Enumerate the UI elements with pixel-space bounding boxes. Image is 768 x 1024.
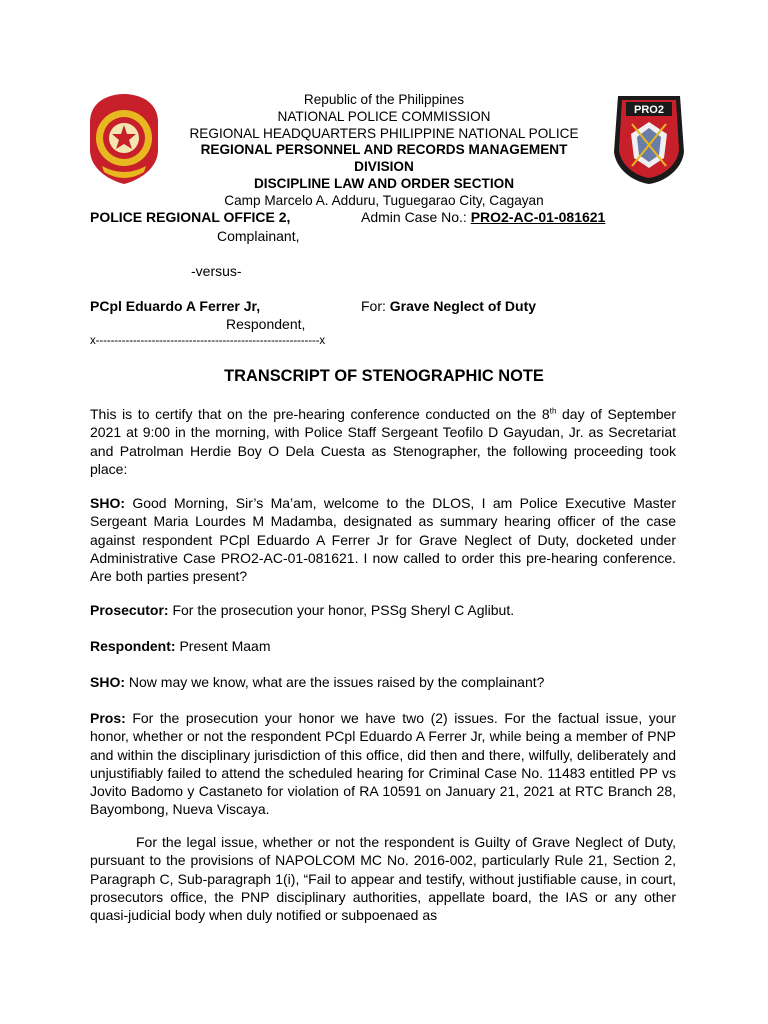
letterhead-napolcom: NATIONAL POLICE COMMISSION	[277, 108, 491, 124]
exchange-sho-opening	[90, 494, 676, 585]
document-title: TRANSCRIPT OF STENOGRAPHIC NOTE	[224, 367, 544, 385]
letterhead-section: DISCIPLINE LAW AND ORDER SECTION	[253, 175, 515, 191]
exchange-pros-factual-issue	[90, 709, 676, 819]
speaker-label: Pros:	[90, 710, 126, 726]
speech-text: For the prosecution your honor we have two (2) issues. For the factual issue, your honor, whether or not the respondent PCpl Eduardo A Ferrer Jr, while being a member of PNP and within the disciplinary jurisdiction of this office, did then and there, wilfully, deliberately and unjustifiably failed to attend the scheduled hearing for Criminal Case No. 11483 entitled PP vs Jovito Badomo y Castaneto for violation of RA 10591 on January 21, 2021 at RTC Branch 28, Bayombong, Nueva Viscaya.	[90, 710, 676, 818]
respondent-name: PCpl Eduardo A Ferrer Jr,	[90, 298, 261, 314]
legal-issue-paragraph: For the legal issue, whether or not the respondent is Guilty of Grave Neglect of Duty, pursuant to the provisions of NAPOLCOM MC No. 2016-002, particularly Rule 21, Section 2, Paragraph C, Sub-paragraph 1(i), “Fail to appear and testify, without justifiable cause, in court, prosecutors office, the PNP disciplinary authorities, appellate board, the IAS or any other quasi-judicial body when duly notified or subpoenaed as	[90, 834, 676, 924]
intro-text-start: This is to certify that on the pre-hearing conference conducted on the 8	[90, 406, 550, 422]
offense-label: For:	[361, 298, 386, 314]
letterhead-regional-hq: REGIONAL HEADQUARTERS PHILIPPINE NATIONAL POLICE	[189, 125, 579, 141]
admin-case-number: PRO2-AC-01-081621	[470, 209, 606, 225]
admin-case-row	[361, 209, 605, 226]
offense-row	[361, 298, 536, 315]
pnp-seal-logo	[88, 92, 160, 186]
speech-text: Now may we know, what are the issues raised by the complainant?	[125, 674, 545, 690]
exchange-respondent	[90, 637, 676, 655]
speech-text: Present Maam	[175, 638, 271, 654]
letterhead	[170, 92, 598, 210]
complainant-role: Complainant,	[217, 228, 300, 244]
offense-name: Grave Neglect of Duty	[389, 298, 537, 314]
pro2-seal-logo	[612, 92, 686, 186]
intro-text-end: day of September 2021 at 9:00 in the morning, with Police Staff Sergeant Teofilo D Gayudan, Jr. as Secretariat and Patrolman Herdie Boy O Dela Cuesta as Stenographer, the following proceeding took place:	[90, 406, 676, 477]
speaker-label: SHO:	[90, 495, 125, 511]
speaker-label: Respondent:	[90, 638, 176, 654]
versus-label: -versus-	[191, 263, 242, 279]
intro-ordinal-suffix: th	[549, 406, 557, 416]
caption-separator: x------------------------------------------------------------x	[90, 335, 326, 347]
exchange-prosecutor	[90, 601, 676, 619]
speaker-label: Prosecutor:	[90, 602, 169, 618]
speech-text: For the prosecution your honor, PSSg Sheryl C Aglibut.	[168, 602, 515, 618]
letterhead-republic: Republic of the Philippines	[303, 92, 465, 107]
complainant-name: POLICE REGIONAL OFFICE 2,	[90, 209, 291, 225]
pro2-seal-text: PRO2	[634, 104, 664, 116]
intro-paragraph	[90, 405, 676, 478]
respondent-role: Respondent,	[226, 316, 306, 332]
exchange-sho-issues	[90, 673, 676, 691]
admin-case-label: Admin Case No.:	[361, 209, 467, 225]
letterhead-division: REGIONAL PERSONNEL AND RECORDS MANAGEMENT DIVISION	[200, 142, 568, 175]
letterhead-address: Camp Marcelo A. Adduru, Tuguegarao City, Cagayan	[224, 192, 544, 208]
speaker-label: SHO:	[90, 674, 125, 690]
speech-text: Good Morning, Sir’s Ma’am, welcome to the DLOS, I am Police Executive Master Sergeant Maria Lourdes M Madamba, designated as summary hearing officer of the case against respondent PCpl Eduardo A Ferrer Jr for Grave Neglect of Duty, docketed under Administrative Case PRO2-AC-01-081621. I now called to order this pre-hearing conference. Are both parties present?	[90, 495, 676, 585]
